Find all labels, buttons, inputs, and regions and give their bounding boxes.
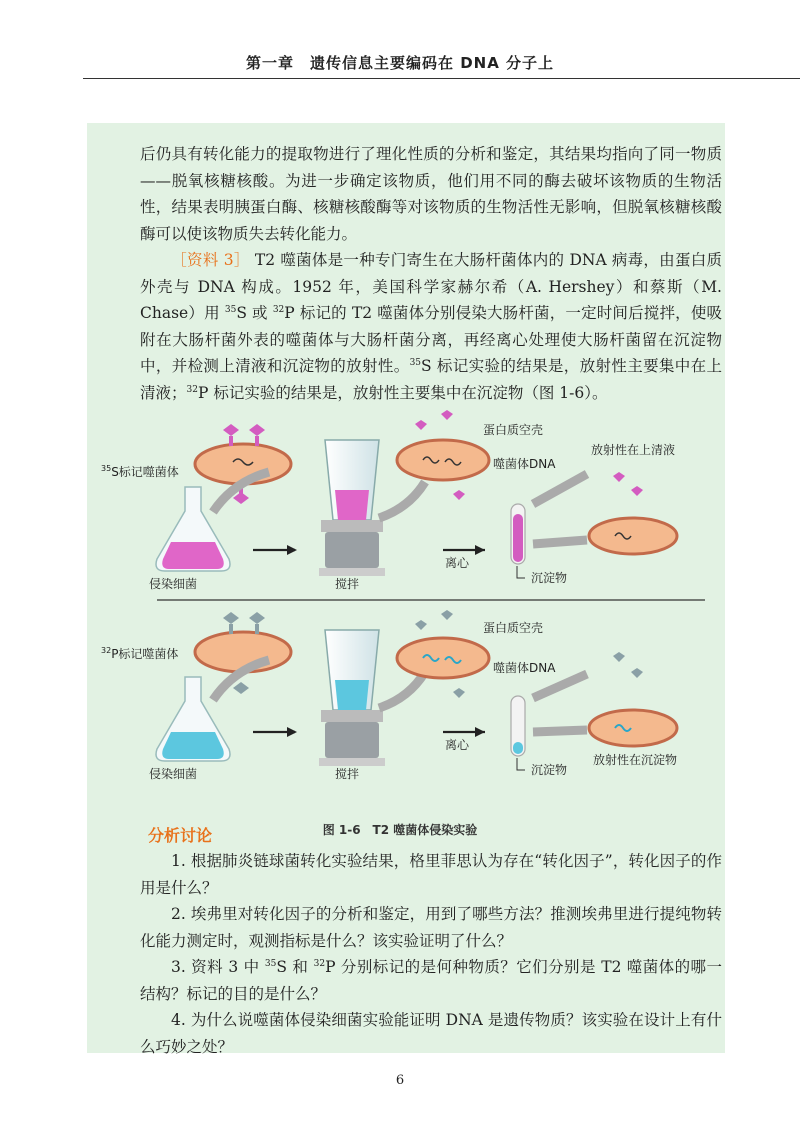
arrow-head-icon xyxy=(475,727,485,737)
question-3 xyxy=(140,954,722,1007)
s35-result-label: 放射性在上清液 xyxy=(591,443,676,457)
bacterium-icon xyxy=(397,440,489,480)
blender-icon xyxy=(319,630,385,766)
question-4-text: 4. 为什么说噬菌体侵染细菌实验能证明 DNA 是遗传物质？该实验在设计上有什么巧妙之处？ xyxy=(140,1011,722,1056)
p32-mass: 32 xyxy=(272,305,285,315)
curved-arrow-icon xyxy=(379,672,425,708)
s35-dna-label: 噬菌体DNA xyxy=(493,457,556,471)
s35-mass: 35 xyxy=(224,305,237,315)
material3-text-a: T2 噬菌体是一种专门寄生在大肠杆菌体内的 DNA 病毒，由蛋白质外壳与 DNA 构成。1952 年，美国科学家赫尔希（A. Hershey）和蔡斯（M. Chase）用 xyxy=(140,251,722,322)
p32-centrifuge-label: 离心 xyxy=(445,738,470,752)
q3-s35-mass: 35 xyxy=(264,959,277,969)
arrow-icon xyxy=(533,730,587,732)
test-tube-icon xyxy=(511,696,525,756)
material3-paragraph xyxy=(140,247,722,406)
arrow-icon xyxy=(533,540,587,544)
question-4 xyxy=(140,1007,722,1060)
row-p32 xyxy=(101,610,677,781)
arrow-head-icon xyxy=(475,545,485,555)
question-3-text-c: P 分别标记的是何种物质？它们分别是 T2 噬菌体的哪一结构？标记的目的是什么？ xyxy=(140,958,722,1003)
test-tube-icon xyxy=(511,504,525,564)
p32-stir-label: 搅拌 xyxy=(335,767,360,781)
header-rule xyxy=(83,78,800,79)
p32-sediment-label: 沉淀物 xyxy=(531,763,568,777)
s35-centrifuge-label: 离心 xyxy=(445,556,470,570)
bacterium-icon xyxy=(589,518,677,554)
material3-text-b: P 标记的 T2 噬菌体分别侵染大肠杆菌，一定时间后搅拌，使吸附在大肠杆菌外表的噬菌体与大肠杆菌分离，再经离心处理使大肠杆菌留在沉淀物中，并检测上清液和沉淀物的放射性。 xyxy=(140,304,722,375)
running-header xyxy=(0,0,800,80)
blender-icon xyxy=(319,440,385,576)
discussion-heading: 分析讨论 xyxy=(148,826,213,845)
q3-p32-mass: 32 xyxy=(313,959,326,969)
s35-coat-label: 蛋白质空壳 xyxy=(483,423,544,437)
p32-mass-2: 32 xyxy=(186,384,198,395)
question-1-text: 1. 根据肺炎链球菌转化实验结果，格里菲思认为存在“转化因子”，转化因子的作用是什么？ xyxy=(140,852,722,897)
s35-label: $^{35}$S标记噬菌体 xyxy=(101,464,179,479)
p32-label: $^{32}$P标记噬菌体 xyxy=(101,646,179,661)
chapter-title: 第一章 遗传信息主要编码在 DNA 分子上 xyxy=(245,54,555,72)
question-3-text-b: S 和 xyxy=(276,958,314,976)
s35-sediment-label: 沉淀物 xyxy=(531,571,568,585)
intro-text: 后仍具有转化能力的提取物进行了理化性质的分析和鉴定，其结果均指向了同一物质——脱氧核糖核酸。为进一步确定该物质，他们用不同的酶去破坏该物质的生物活性，结果表明胰蛋白酶、核糖核酸酶等对该物质的生物活性无影响，但脱氧核糖核酸酶可以使该物质失去转化能力。 xyxy=(140,145,722,243)
bacterium-icon xyxy=(397,638,489,678)
row-s35 xyxy=(101,410,705,600)
pointer-line xyxy=(517,566,525,578)
question-3-text-a: 3. 资料 3 中 xyxy=(171,958,265,976)
t2-phage-infection-figure xyxy=(93,402,723,812)
s35-stir-label: 搅拌 xyxy=(335,577,360,591)
free-phage-coat-icon xyxy=(613,472,643,496)
figure-caption: 图 1-6 T2 噬菌体侵染实验 xyxy=(322,823,478,837)
intro-paragraph xyxy=(140,141,722,247)
question-2-text: 2. 埃弗里对转化因子的分析和鉴定，用到了哪些方法？推测埃弗里进行提纯物转化能力测定时，观测指标是什么？该实验证明了什么？ xyxy=(140,905,722,950)
curved-arrow-icon xyxy=(379,482,425,518)
question-2 xyxy=(140,901,722,954)
material3-text-d: P 标记实验的结果是，放射性主要集中在沉淀物（图 1-6）。 xyxy=(197,383,608,402)
pointer-line xyxy=(517,758,525,770)
material3-label: ［资料 3］ xyxy=(171,251,250,269)
page-number: 6 xyxy=(395,1073,405,1088)
material3-text-c: S 标记实验的结果是，放射性主要集中在上清液； xyxy=(140,357,722,402)
arrow-icon xyxy=(533,474,587,504)
s35-symbol: S 或 xyxy=(236,304,273,322)
p32-dna-label: 噬菌体DNA xyxy=(493,661,556,675)
p32-result-label: 放射性在沉淀物 xyxy=(593,753,678,767)
s35-infect-label: 侵染细菌 xyxy=(149,577,198,591)
bacterium-icon xyxy=(589,710,677,746)
arrow-head-icon xyxy=(287,727,297,737)
arrow-head-icon xyxy=(287,545,297,555)
s35-mass-2: 35 xyxy=(409,358,422,368)
p32-infect-label: 侵染细菌 xyxy=(149,767,198,781)
question-1 xyxy=(140,848,722,901)
p32-coat-label: 蛋白质空壳 xyxy=(483,621,544,635)
arrow-icon xyxy=(533,674,587,698)
free-phage-coat-icon xyxy=(613,652,643,678)
